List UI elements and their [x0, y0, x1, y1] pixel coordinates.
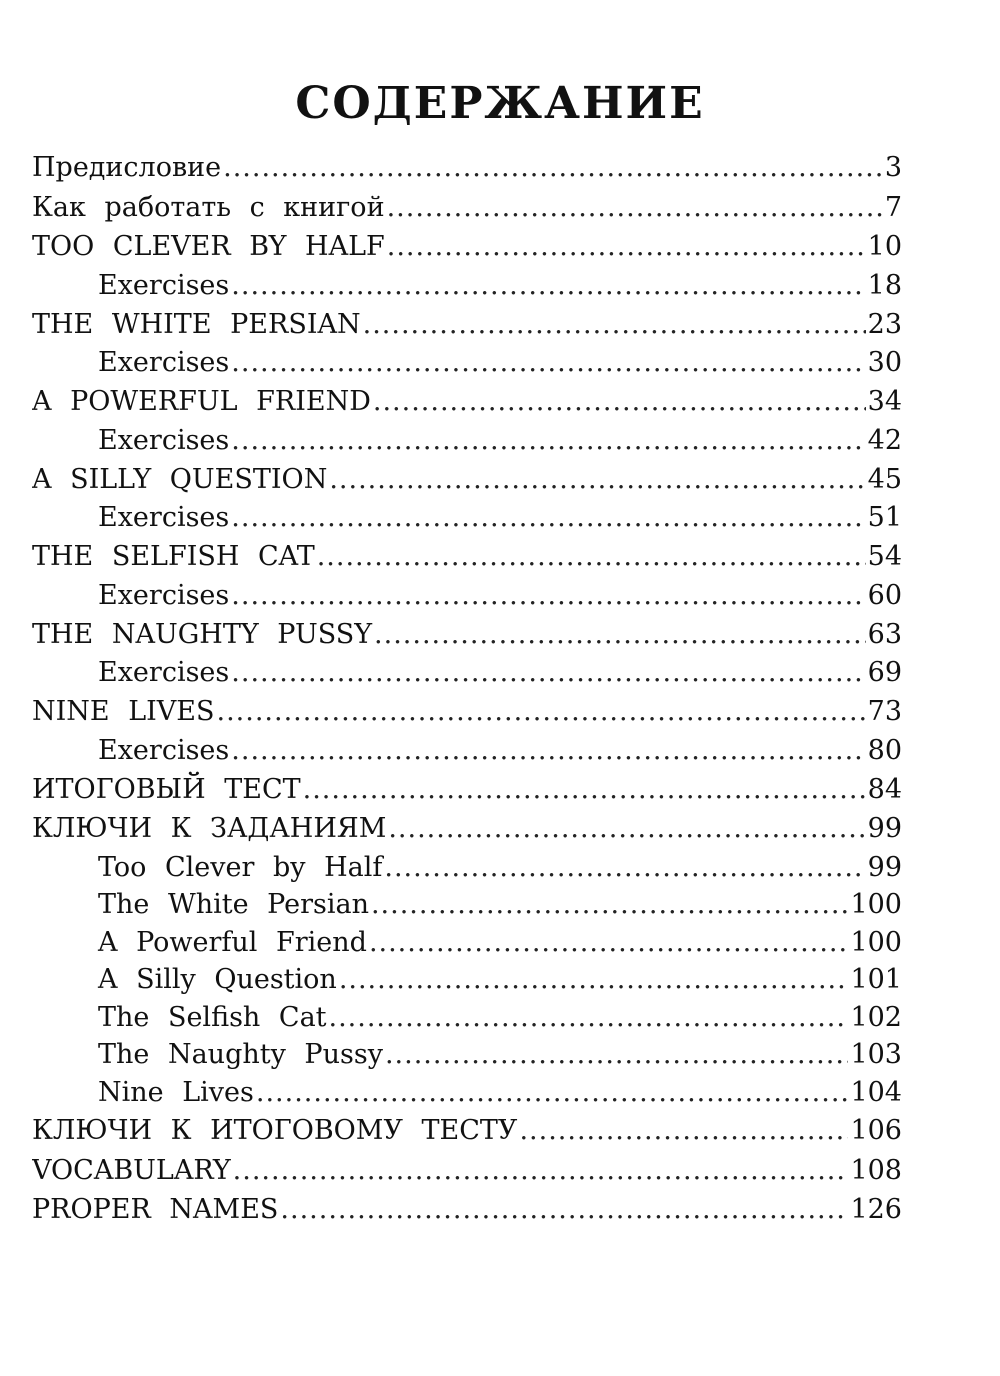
dot-leader: [371, 886, 848, 924]
toc-entry[interactable]: [32, 654, 902, 692]
toc-entry[interactable]: [32, 886, 902, 924]
toc-entry-page-number: 60: [867, 579, 902, 611]
toc-entry-title: THE NAUGHTY PUSSY: [32, 618, 373, 650]
toc-entry-title: Exercises: [98, 269, 230, 301]
toc-entry-title: Too Clever by Half: [98, 851, 383, 883]
toc-entry-page-number: 102: [850, 1001, 902, 1033]
dot-leader: [223, 148, 883, 188]
dot-leader: [217, 692, 866, 732]
dot-leader: [231, 499, 865, 537]
page-title: СОДЕРЖАНИЕ: [295, 78, 705, 129]
toc-entry-title: Exercises: [98, 347, 230, 378]
toc-entry-page-number: 23: [867, 308, 902, 340]
table-of-contents: [32, 148, 902, 1230]
toc-entry-page-number: 108: [850, 1154, 902, 1186]
toc-entry-page-number: 7: [884, 191, 902, 223]
toc-entry-title: A Silly Question: [98, 964, 337, 995]
toc-entry-page-number: 80: [867, 734, 902, 766]
toc-entry[interactable]: [32, 849, 902, 887]
toc-entry[interactable]: [32, 1111, 902, 1151]
dot-leader: [388, 809, 865, 849]
dot-leader: [231, 422, 865, 460]
toc-entry[interactable]: [32, 422, 902, 460]
dot-leader: [339, 961, 849, 999]
toc-entry-page-number: 18: [867, 269, 902, 301]
dot-leader: [519, 1111, 848, 1151]
toc-entry[interactable]: [32, 732, 902, 770]
toc-entry-title: THE SELFISH CAT: [32, 541, 315, 572]
toc-entry[interactable]: [32, 577, 902, 615]
toc-entry[interactable]: [32, 267, 902, 305]
toc-entry-page-number: 126: [850, 1194, 902, 1225]
toc-entry-title: THE WHITE PERSIAN: [32, 308, 361, 340]
dot-leader: [256, 1074, 849, 1112]
toc-entry-page-number: 34: [867, 386, 902, 417]
toc-entry-page-number: 42: [867, 424, 902, 456]
toc-entry-page-number: 103: [850, 1039, 902, 1070]
toc-entry-title: NINE LIVES: [32, 696, 215, 727]
dot-leader: [231, 654, 865, 692]
dot-leader: [231, 732, 865, 770]
toc-entry-title: TOO CLEVER BY HALF: [32, 231, 385, 262]
toc-entry[interactable]: [32, 961, 902, 999]
toc-entry-page-number: 30: [867, 347, 902, 378]
dot-leader: [303, 770, 866, 810]
toc-entry[interactable]: [32, 1151, 902, 1191]
toc-entry-page-number: 51: [867, 502, 902, 533]
toc-entry-title: Exercises: [98, 734, 230, 766]
dot-leader: [387, 227, 866, 267]
toc-entry[interactable]: [32, 999, 902, 1037]
dot-leader: [329, 999, 849, 1037]
dot-leader: [231, 344, 865, 382]
toc-entry[interactable]: [32, 148, 902, 188]
dot-leader: [374, 615, 866, 655]
toc-entry[interactable]: [32, 924, 902, 962]
toc-entry-page-number: 104: [850, 1076, 902, 1108]
dot-leader: [280, 1190, 848, 1230]
toc-entry-page-number: 101: [850, 964, 902, 995]
toc-entry-title: Exercises: [98, 502, 230, 533]
dot-leader: [369, 924, 849, 962]
toc-entry-title: Exercises: [98, 579, 230, 611]
toc-entry-page-number: 69: [867, 657, 902, 688]
toc-entry-page-number: 106: [850, 1115, 902, 1146]
dot-leader: [387, 188, 883, 228]
toc-entry[interactable]: [32, 344, 902, 382]
toc-entry-page-number: 84: [867, 773, 902, 805]
toc-entry-title: A SILLY QUESTION: [32, 463, 328, 495]
toc-entry[interactable]: [32, 692, 902, 732]
toc-entry[interactable]: [32, 227, 902, 267]
dot-leader: [231, 577, 865, 615]
dot-leader: [384, 849, 865, 887]
toc-entry-page-number: 100: [850, 926, 902, 958]
toc-entry-title: A Powerful Friend: [98, 926, 367, 958]
toc-entry-title: PROPER NAMES: [32, 1194, 279, 1225]
toc-entry-page-number: 3: [884, 152, 902, 183]
toc-entry-page-number: 45: [867, 463, 902, 495]
toc-entry-page-number: 63: [867, 618, 902, 650]
toc-entry[interactable]: [32, 809, 902, 849]
toc-entry-title: Nine Lives: [98, 1076, 254, 1108]
toc-entry[interactable]: [32, 615, 902, 655]
toc-entry-page-number: 100: [850, 889, 902, 920]
toc-entry[interactable]: [32, 305, 902, 345]
toc-entry-page-number: 99: [867, 813, 902, 844]
toc-entry[interactable]: [32, 1074, 902, 1112]
toc-entry[interactable]: [32, 537, 902, 577]
toc-entry[interactable]: [32, 188, 902, 228]
toc-entry-title: ИТОГОВЫЙ ТЕСТ: [32, 773, 301, 805]
toc-entry-title: Exercises: [98, 657, 230, 688]
toc-entry-title: КЛЮЧИ К ЗАДАНИЯМ: [32, 813, 387, 844]
toc-entry-title: Предисловие: [32, 152, 222, 183]
toc-entry-page-number: 73: [867, 696, 902, 727]
dot-leader: [233, 1151, 849, 1191]
toc-entry[interactable]: [32, 770, 902, 810]
toc-entry-page-number: 99: [867, 851, 902, 883]
toc-entry-title: Как работать с книгой: [32, 191, 385, 223]
toc-entry-page-number: 10: [867, 231, 902, 262]
toc-entry-title: A POWERFUL FRIEND: [32, 386, 371, 417]
toc-entry-title: КЛЮЧИ К ИТОГОВОМУ ТЕСТУ: [32, 1115, 518, 1146]
dot-leader: [231, 267, 865, 305]
dot-leader: [373, 382, 866, 422]
toc-entry[interactable]: [32, 1190, 902, 1230]
toc-entry[interactable]: [32, 460, 902, 500]
toc-entry[interactable]: [32, 1036, 902, 1074]
toc-entry[interactable]: [32, 382, 902, 422]
toc-entry-title: The White Persian: [98, 889, 369, 920]
toc-entry-title: Exercises: [98, 424, 230, 456]
toc-entry-page-number: 54: [867, 541, 902, 572]
dot-leader: [317, 537, 866, 577]
toc-entry-title: The Selfish Cat: [98, 1001, 327, 1033]
dot-leader: [329, 460, 865, 500]
toc-entry[interactable]: [32, 499, 902, 537]
toc-entry-title: The Naughty Pussy: [98, 1039, 383, 1070]
dot-leader: [363, 305, 866, 345]
toc-entry-title: VOCABULARY: [32, 1154, 231, 1186]
dot-leader: [385, 1036, 849, 1074]
